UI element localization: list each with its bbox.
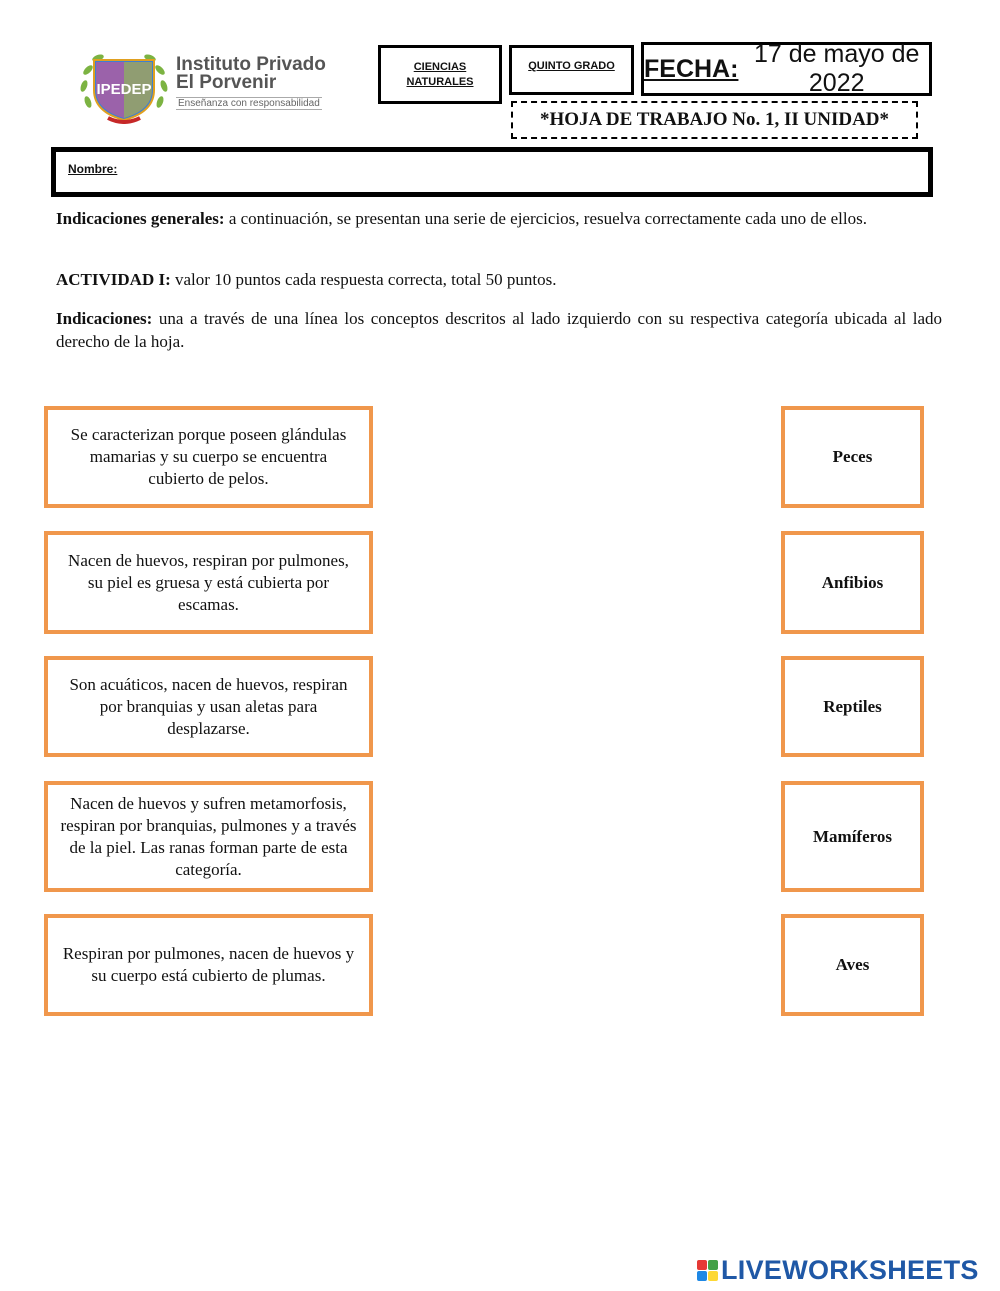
- school-name: Instituto Privado El Porvenir: [176, 54, 326, 93]
- school-tagline: Enseñanza con responsabilidad: [178, 98, 320, 109]
- category-box-anfibios[interactable]: Anfibios: [781, 531, 924, 634]
- worksheet-title: *HOJA DE TRABAJO No. 1, II UNIDAD*: [511, 101, 918, 139]
- matching-directions: Indicaciones: una a través de una línea los conceptos descritos al lado izquierdo con su respectiva categoría ubicada al lado derecho de la hoja.: [56, 309, 942, 351]
- category-box-aves[interactable]: Aves: [781, 914, 924, 1016]
- name-label: Nombre:: [68, 162, 118, 176]
- date-label: FECHA:: [644, 54, 739, 83]
- category-box-peces[interactable]: Peces: [781, 406, 924, 508]
- description-box-5[interactable]: Respiran por pulmones, nacen de huevos y su cuerpo está cubierto de plumas.: [44, 914, 373, 1016]
- description-box-3[interactable]: Son acuáticos, nacen de huevos, respiran por branquias y usan aletas para desplazarse.: [44, 656, 373, 757]
- description-box-1[interactable]: Se caracterizan porque poseen glándulas mamarias y su cuerpo se encuentra cubierto de pelos.: [44, 406, 373, 508]
- brand-tiles-icon: [697, 1260, 718, 1281]
- date-value: 17 de mayo de 2022: [754, 40, 920, 97]
- svg-text:IPEDEP: IPEDEP: [96, 81, 152, 98]
- activity-instructions: ACTIVIDAD I: valor 10 puntos cada respuesta correcta, total 50 puntos.: [56, 270, 557, 289]
- school-crest-icon: [74, 48, 174, 124]
- description-box-2[interactable]: Nacen de huevos, respiran por pulmones, su piel es gruesa y está cubierta por escamas.: [44, 531, 373, 634]
- date-box: [641, 42, 932, 96]
- name-field[interactable]: [51, 147, 933, 197]
- description-box-4[interactable]: Nacen de huevos y sufren metamorfosis, respiran por branquias, pulmones y a través de la piel. Las ranas forman parte de esta categoría.: [44, 781, 373, 892]
- grade-box: QUINTO GRADO: [509, 45, 634, 95]
- category-box-mamiferos[interactable]: Mamíferos: [781, 781, 924, 892]
- category-box-reptiles[interactable]: Reptiles: [781, 656, 924, 757]
- liveworksheets-brand: [697, 1255, 979, 1286]
- brand-name: LIVEWORKSHEETS: [721, 1255, 979, 1285]
- subject-box: CIENCIAS NATURALES: [378, 45, 502, 104]
- general-instructions: Indicaciones generales: a continuación, se presentan una serie de ejercicios, resuelva correctamente cada uno de ellos.: [56, 209, 867, 228]
